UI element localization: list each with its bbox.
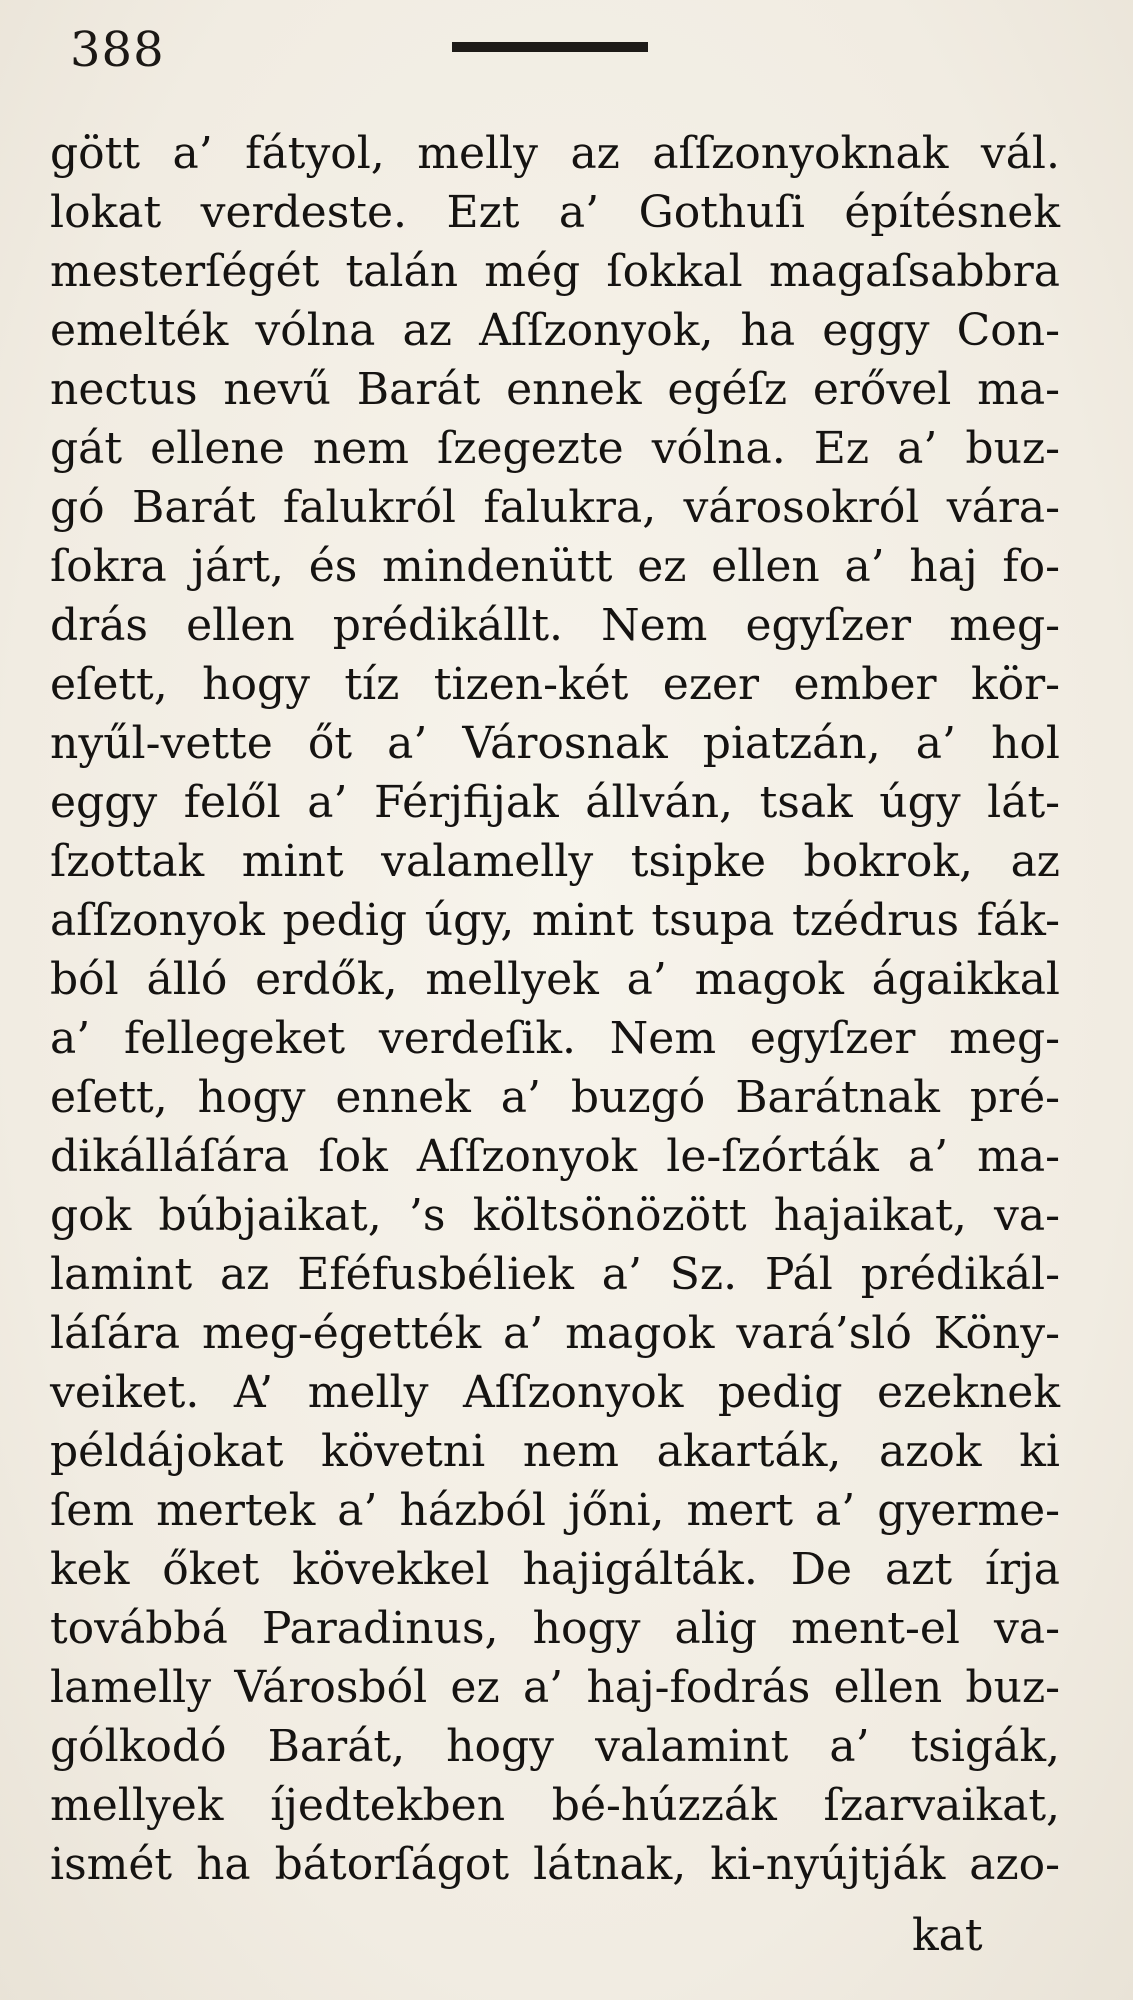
text-line: láſára meg-égették a’ magok vará’sló Köny-	[50, 1308, 1060, 1359]
text-line: nectus nevű Barát ennek egéſz erővel ma-	[50, 364, 1060, 415]
text-line: gó Barát falukról falukra, városokról vára-	[50, 482, 1060, 533]
catchword: kat	[912, 1910, 983, 1961]
text-line: ſem mertek a’ házból jőni, mert a’ gyerme-	[50, 1485, 1060, 1536]
text-line: gát ellene nem ſzegezte vólna. Ez a’ buz-	[50, 423, 1060, 474]
text-line: lokat verdeste. Ezt a’ Gothuſi építésnek	[50, 187, 1060, 238]
page-number: 388	[70, 22, 165, 78]
text-line: gok búbjaikat, ’s költsönözött hajaikat, va-	[50, 1190, 1060, 1241]
text-line: lamelly Városból ez a’ haj-fodrás ellen buz-	[50, 1662, 1060, 1713]
text-line: aſſzonyok pedig úgy, mint tsupa tzédrus fák-	[50, 895, 1060, 946]
text-line: példájokat követni nem akarták, azok ki	[50, 1426, 1060, 1477]
text-line: veiket. A’ melly Aſſzonyok pedig ezeknek	[50, 1367, 1060, 1418]
text-line: emelték vólna az Aſſzonyok, ha eggy Con-	[50, 305, 1060, 356]
text-line: eggy felől a’ Férjfijak állván, tsak úgy lát-	[50, 777, 1060, 828]
text-line: ismét ha bátorſágot látnak, ki-nyújtják azo-	[50, 1839, 1060, 1890]
text-line: gólkodó Barát, hogy valamint a’ tsigák,	[50, 1721, 1060, 1772]
text-line: nyűl-vette őt a’ Városnak piatzán, a’ hol	[50, 718, 1060, 769]
header-rule	[452, 42, 648, 52]
text-line: drás ellen prédikállt. Nem egyſzer meg-	[50, 600, 1060, 651]
text-line: mesterſégét talán még ſokkal magaſsabbra	[50, 246, 1060, 297]
text-line: a’ fellegeket verdeſik. Nem egyſzer meg-	[50, 1013, 1060, 1064]
text-line: kek őket kövekkel hajigálták. De azt írja	[50, 1544, 1060, 1595]
text-line: dikálláſára ſok Aſſzonyok le-ſzórták a’ ma-	[50, 1131, 1060, 1182]
text-line: ból álló erdők, mellyek a’ magok ágaikkal	[50, 954, 1060, 1005]
text-line: eſett, hogy ennek a’ buzgó Barátnak pré-	[50, 1072, 1060, 1123]
text-line: ſzottak mint valamelly tsipke bokrok, az	[50, 836, 1060, 887]
text-line: mellyek íjedtekben bé-húzzák ſzarvaikat,	[50, 1780, 1060, 1831]
body-text	[50, 124, 1060, 1894]
text-line: ſokra járt, és mindenütt ez ellen a’ haj fo-	[50, 541, 1060, 592]
text-line: lamint az Eféfusbéliek a’ Sz. Pál prédikál-	[50, 1249, 1060, 1300]
text-line: gött a’ fátyol, melly az aſſzonyoknak vál.	[50, 128, 1060, 179]
text-line: továbbá Paradinus, hogy alig ment-el va-	[50, 1603, 1060, 1654]
text-line: eſett, hogy tíz tizen-két ezer ember kör-	[50, 659, 1060, 710]
